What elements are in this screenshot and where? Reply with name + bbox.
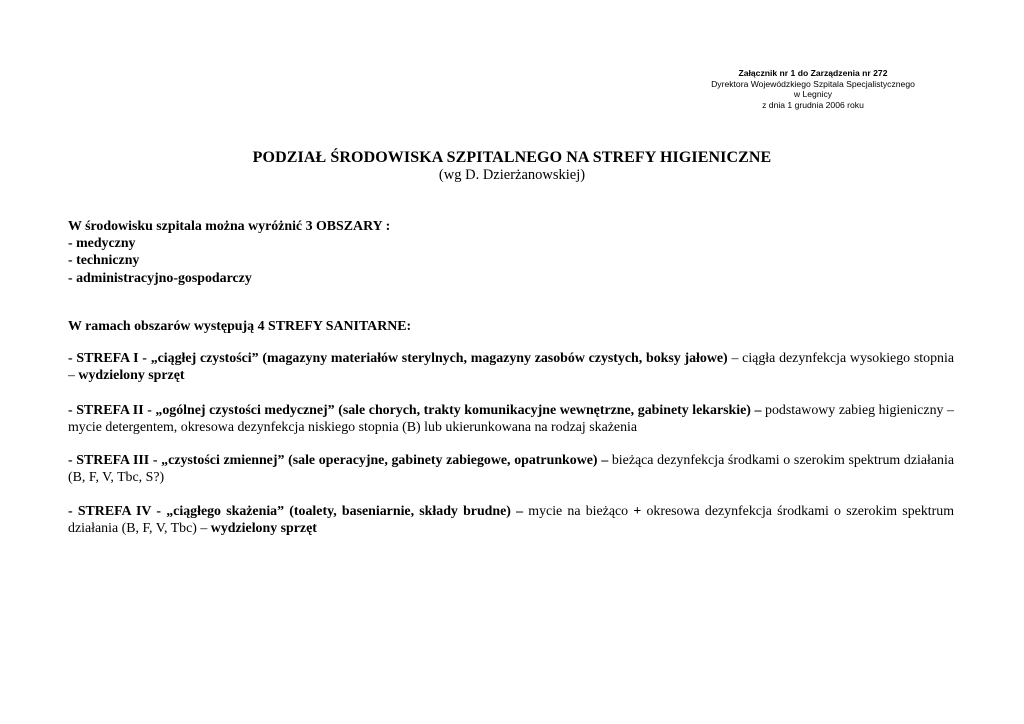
zone-equipment: wydzielony sprzęt [210, 521, 317, 537]
zone-paragraph [68, 402, 954, 436]
area-item: - administracyjno-gospodarczy [68, 270, 252, 286]
title-block [0, 148, 1024, 184]
zone-label: - STREFA IV - „ciągłego skażenia” (toalety, baseniarnie, składy brudne) – [68, 504, 524, 519]
zone-label: - STREFA I - „ciągłej czystości” (magazyny materiałów sterylnych, magazyny zasobów czystych, boksy jałowe) [68, 351, 728, 366]
attachment-note-line: Dyrektora Wojewódzkiego Szpitala Specjalistycznego [711, 78, 915, 89]
attachment-note [700, 68, 926, 110]
attachment-note-line: w Legnicy [793, 89, 833, 100]
zone-description: bieżąca dezynfekcja środkami o szerokim spektrum działania (B, F, V, Tbc, S?) [68, 453, 954, 486]
zone-description: – ciągła dezynfekcja wysokiego stopnia – [68, 351, 954, 384]
zone-description: mycie na bieżąco [523, 504, 634, 519]
zones-intro: W ramach obszarów występują 4 STREFY SANITARNE: [68, 319, 412, 334]
attachment-note-line: Załącznik nr 1 do Zarządzenia nr 272 [738, 68, 888, 78]
zone-paragraph [68, 503, 954, 537]
areas-intro: W środowisku szpitala można wyróżnić 3 OBSZARY : [68, 219, 391, 234]
zone-description: okresowa dezynfekcja środkami o szerokim spektrum działania (B, F, V, Tbc) – [68, 504, 954, 537]
zone-paragraph [68, 350, 954, 384]
zone-paragraph [68, 452, 954, 486]
plus-sign: + [633, 504, 642, 519]
document-subtitle: (wg D. Dzierżanowskiej) [438, 167, 586, 183]
zone-description: podstawowy zabieg higieniczny – mycie detergentem, okresowa dezynfekcja niskiego stopnia (B) lub ukierunkowana na rodzaj skażenia [68, 403, 954, 436]
areas-section [68, 218, 954, 287]
area-item: - techniczny [68, 253, 140, 269]
zone-label: - STREFA II - „ogólnej czystości medycznej” (sale chorych, trakty komunikacyjne wewnętrzne, gabinety lekarskie) – [68, 403, 762, 418]
zone-equipment: wydzielony sprzęt [78, 368, 185, 384]
attachment-note-line: z dnia 1 grudnia 2006 roku [762, 99, 864, 110]
document-title: PODZIAŁ ŚRODOWISKA SZPITALNEGO NA STREFY HIGIENICZNE [252, 149, 772, 166]
area-item: - medyczny [68, 236, 136, 252]
zone-label: - STREFA III - „czystości zmiennej” (sale operacyjne, gabinety zabiegowe, opatrunkowe) – [68, 453, 609, 468]
